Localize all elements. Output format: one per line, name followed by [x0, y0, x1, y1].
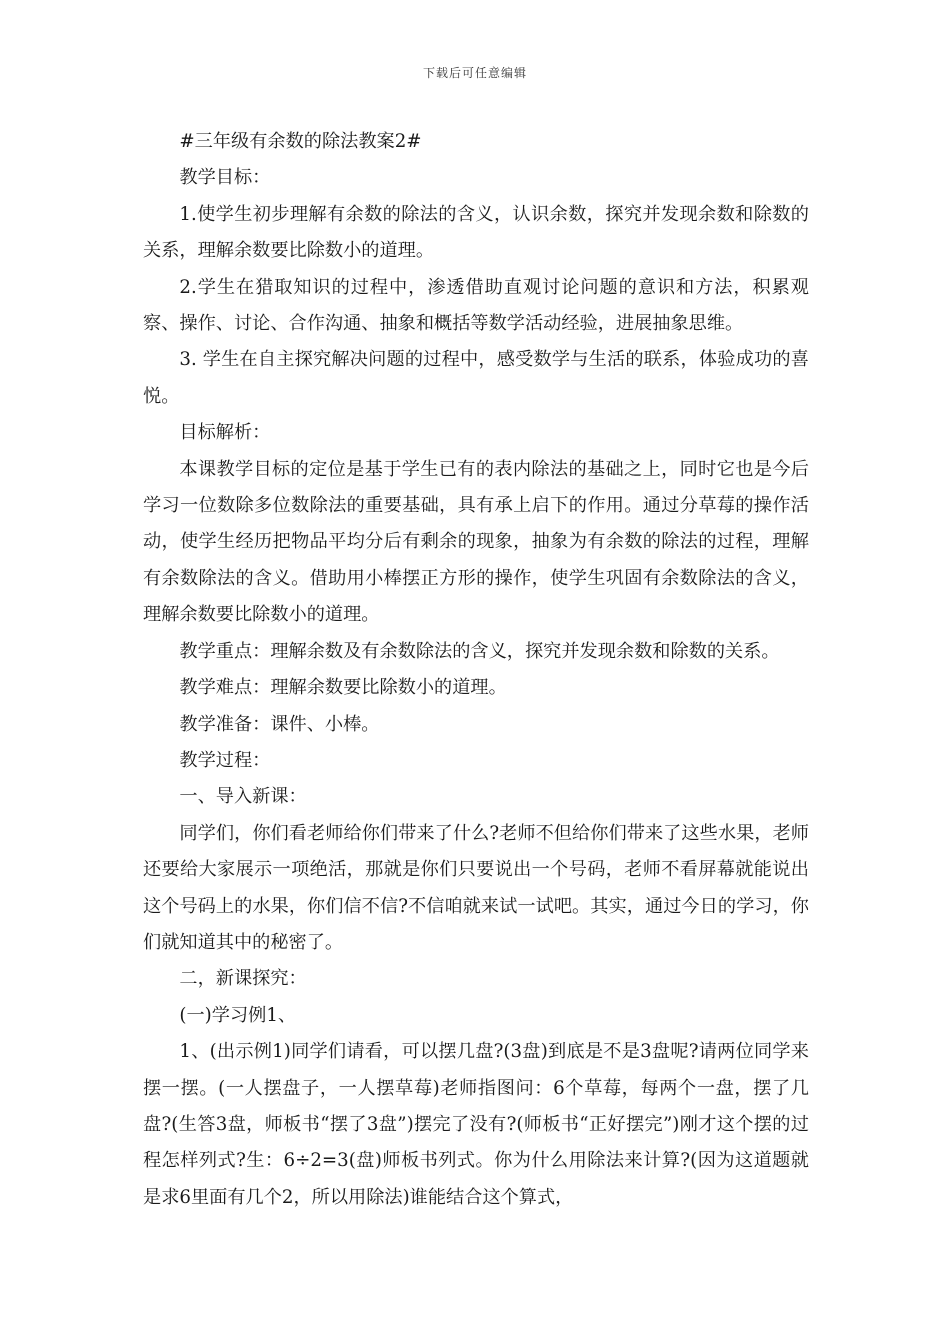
paragraph: 2.学生在猎取知识的过程中，渗透借助直观讨论问题的意识和方法，积累观察、操作、讨论、合作沟通、抽象和概括等数学活动经验，进展抽象思维。 [143, 276, 809, 335]
paragraph: 同学们，你们看老师给你们带来了什么?老师不但给你们带来了这些水果，老师还要给大家展示一项绝活，那就是你们只要说出一个号码，老师不看屏幕就能说出这个号码上的水果，你们信不信?不信咱就来试一试吧。其实，通过今日的学习，你们就知道其中的秘密了。 [143, 822, 809, 953]
paragraph: 1、(出示例1)同学们请看，可以摆几盘?(3盘)到底是不是3盘呢?请两位同学来摆一摆。(一人摆盘子，一人摆草莓)老师指图问：6个草莓，每两个一盘，摆了几盘?(生答3盘，师板书“摆了3盘”)摆完了没有?(师板书“正好摆完”)刚才这个摆的过程怎样列式?生：6÷2=3(盘)师板书列式。你为什么用除法来计算?(因为这道题就是求6里面有几个2，所以用除法)谁能结合这个算式， [143, 1041, 809, 1208]
paragraph: 1.使学生初步理解有余数的除法的含义，认识余数，探究并发现余数和除数的关系，理解余数要比除数小的道理。 [143, 203, 809, 262]
paragraph: 3. 学生在自主探究解决问题的过程中，感受数学与生活的联系，体验成功的喜悦。 [143, 349, 809, 407]
section-heading: 教学过程： [179, 749, 271, 771]
document-body [143, 124, 809, 1216]
section-heading: (一)学习例1、 [179, 1004, 297, 1026]
section-heading: 二，新课探究： [179, 968, 307, 990]
paragraph: 本课教学目标的定位是基于学生已有的表内除法的基础之上，同时它也是今后学习一位数除多位数除法的重要基础，具有承上启下的作用。通过分草莓的操作活动，使学生经历把物品平均分后有剩余的现象，抽象为有余数的除法的过程，理解有余数除法的含义。借助用小棒摆正方形的操作，使学生巩固有余数除法的含义，理解余数要比除数小的道理。 [143, 458, 809, 626]
paragraph: 教学重点：理解余数及有余数除法的含义，探究并发现余数和除数的关系。 [179, 640, 780, 662]
section-heading: 一、导入新课： [179, 786, 307, 808]
page-header: 下载后可任意编辑 [422, 66, 527, 80]
section-heading: 教学目标： [179, 167, 271, 189]
document-title: #三年级有余数的除法教案2# [179, 131, 422, 152]
paragraph: 教学准备：课件、小棒。 [179, 713, 380, 735]
section-heading: 目标解析： [179, 422, 271, 444]
paragraph: 教学难点：理解余数要比除数小的道理。 [179, 677, 507, 699]
